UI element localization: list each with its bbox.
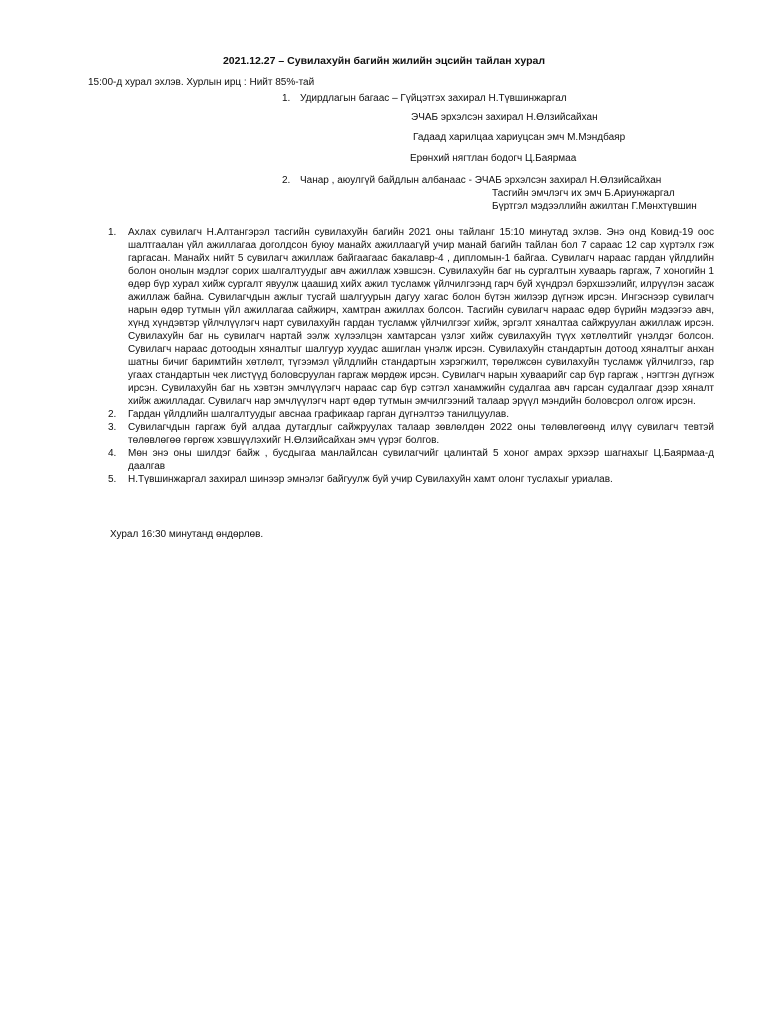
list-item-number: 2. <box>108 409 117 420</box>
list-item <box>108 408 714 421</box>
list-item-text: Ахлах сувилагч Н.Алтангэрэл тасгийн сувилахуйн багийн 2021 оны тайланг 15:10 минутад эхлэв. Энэ онд Ковид-19 оос шалтгаалан үйл ажиллагаа доголдсон буюу манайх ажиллаагүй учир манай багийн тайлан бол 7 сараас 12 сар хүртэлх гэж гаргасан. Манайх нийт 5 сувилагч ажиллаж байгаагаас бакалавр-4 , дипломын-1 байгаа. Сувилагч нараас гардан үйлдлийн болон онолын мэдлэг сорих шалгалтуудыг авч ажиллаж хэвшсэн. Сувилахуйн баг нь сургалтын хуваарь гаргаж, 7 хоногийн 1 өдөр бүр хурал хийж сургалт явуулж цаашид хийх ажил тусламж үйлчилгээнд гарч буй хүндрэл бэрхшээлийг, илрүүлэн засаж ажиллаж байна. Сувилагчдын ажлыг тусгай шалгуурын дагуу хагас болон бүтэн жилээр дүгнэж ирсэн. Ингэснээр сувилагч нарын өдөр тутмын үйл ажиллагаа сайжирч, хамтран ажиллах болсон. Тасгийн сувилагч нараас өдөр бүрийн мэдээгээ авч, хүнд хүндэвтэр үйлчлүүлэгч нарт сувилахуйн гардан тусламж үйлчилгээг хийж, эргэлт хяналтаа сайжруулан ажиллаж ирсэн. Сувилахуйн баг нь сувилагч нартай ээлж хүлээлцэн хамтарсан үзлэг хийж сувилахуйн түүх хөтлөлтийг үнэлдэг болсон. Сувилагч нараас дотоодын хяналтыг шалгуур хуудас ашиглан үнэлж ирсэн. Сувилахуйн стандартын дотоод хяналтыг анхан шатны бичиг баримтийн хөтлөлт, түгээмэл үйлдлийн стандартын хэрэгжилт, төрөлжсөн сувилахуйн тусламж үйлчилгээ, гар угаах стандартын чек листүүд боловсруулан гаргаж мөрдөж ирсэн. Сувилагч нарын хуваарийг сар бүр гаргаж , нэгтгэн дүгнэж ирсэн. Сувилахуйн баг нь хэвтэн эмчлүүлэгч нараас сар бүр сэтгэл ханамжийн судалгаа авч гарсан судалгааг дээр хяналт хийж ажилладаг. Сувилагч нар эмчлүүлэгч нарт өдөр тутмын эмчилгээний талаар эрүүл мэндийн боловсрол олгож ирсэн. <box>128 227 715 407</box>
list-item-number: 3. <box>108 422 117 433</box>
closing-statement: Хурал 16:30 минутанд өндөрлөв. <box>110 529 264 540</box>
participant-line: Бүртгэл мэдээллийн ажилтан Г.Мөнхтүвшин <box>492 201 697 212</box>
participant-line: Тасгийн эмчлэгч их эмч Б.Ариунжаргал <box>492 188 675 199</box>
list-item-number: 1. <box>108 227 117 238</box>
participant-line: Гадаад харилцаа хариуцсан эмч М.Мэндбаяр <box>413 132 626 143</box>
list-item-text: Сувилагчдын гаргаж буй алдаа дутагдлыг сайжруулах талаар зөвлөлдөн 2022 оны төлөвлөгөөнд илүү сувилагч тевтэй төлөвлөгөө гөргөж хэвшүүлэхийг Н.Өлзийсайхан эмч үүрэг болгов. <box>128 422 714 446</box>
participant-line: ЭЧАБ эрхэлсэн захирал Н.Өлзийсайхан <box>411 112 598 123</box>
list-item <box>108 473 714 486</box>
list-item <box>108 421 714 447</box>
list-item-text: Мөн энэ оны шилдэг байж , бусдыгаа манлайлсан сувилагчийг цалинтай 5 хоног амрах эрхээр шагнахыг Ц.Баярмаа-д даалгав <box>128 448 714 472</box>
participants-group-2-number: 2. <box>282 175 291 186</box>
list-item-number: 5. <box>108 474 117 485</box>
participants-group-2 <box>282 174 661 187</box>
participants-group-2-text: Чанар , аюулгүй байдлын албанаас - ЭЧАБ эрхэлсэн захирал Н.Өлзийсайхан <box>300 175 662 186</box>
list-item <box>108 226 714 408</box>
document-title: 2021.12.27 – Сувилахуйн багийн жилийн эцсийн тайлан хурал <box>222 55 546 67</box>
participants-group-1-text: Удирдлагын багаас – Гүйцэтгэх захирал Н.Түвшинжаргал <box>300 93 567 104</box>
participants-group-1-number: 1. <box>282 93 291 104</box>
list-item <box>108 447 714 473</box>
meeting-intro: 15:00-д хурал эхлэв. Хурлын ирц : Нийт 85%-тай <box>88 77 315 88</box>
report-items <box>108 226 714 486</box>
list-item-text: Н.Түвшинжаргал захирал шинээр эмнэлэг байгуулж буй учир Сувилахуйн хамт олонг туслахыг уриалав. <box>128 474 613 485</box>
participant-line: Ерөнхий нягтлан бодогч Ц.Баярмаа <box>410 153 577 164</box>
list-item-text: Гардан үйлдлийн шалгалтуудыг авснаа графикаар гарган дүгнэлтээ танилцуулав. <box>128 409 509 420</box>
list-item-number: 4. <box>108 448 117 459</box>
participants-group-1 <box>282 92 567 105</box>
